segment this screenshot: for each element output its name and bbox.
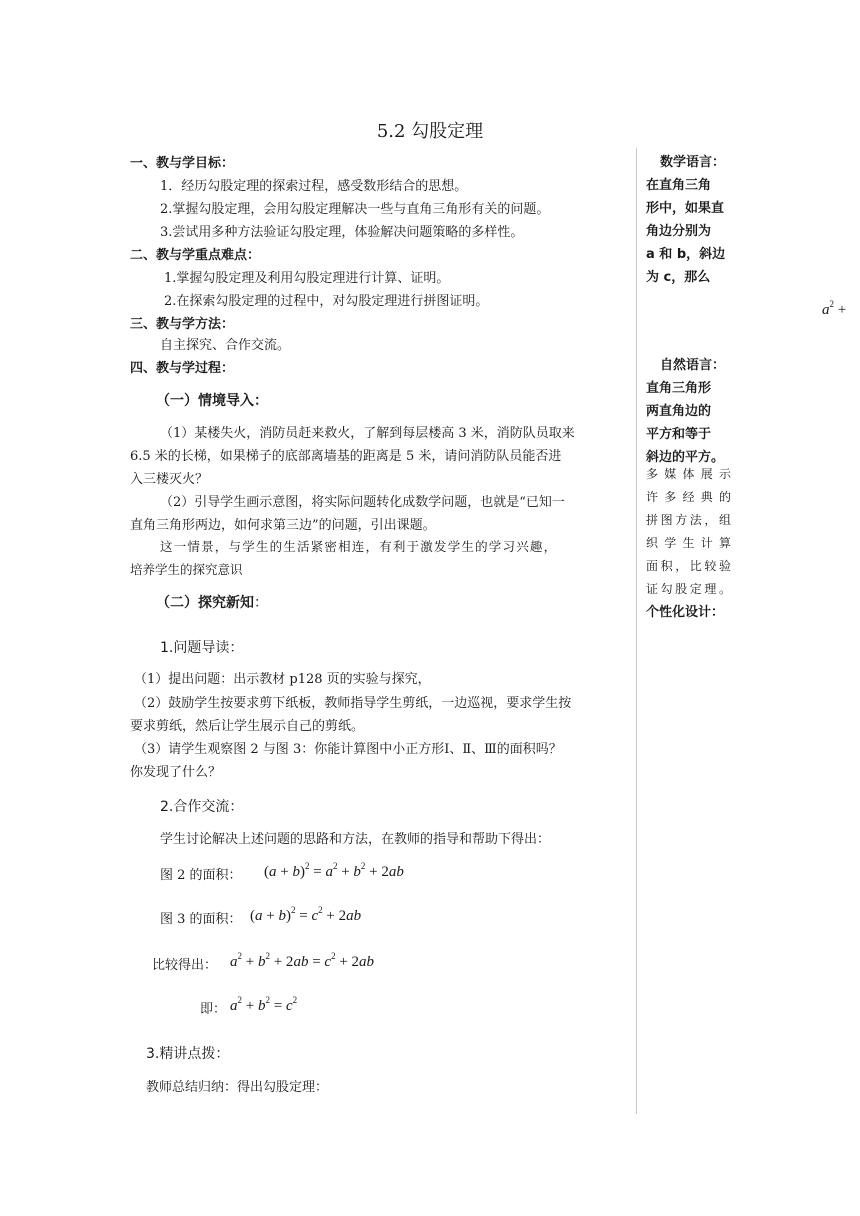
sidebar-line: 为 c，那么 bbox=[646, 270, 711, 285]
sub1-heading: 1.问题导读： bbox=[160, 640, 244, 656]
goal-item: 3.尝试用多种方法验证勾股定理，体验解决问题策略的多样性。 bbox=[160, 225, 524, 240]
sidebar-personal-design bbox=[646, 601, 734, 624]
part1-paragraph: 6.5 米的长梯，如果梯子的底部离墙基的距离是 5 米，请问消防队员能否进 bbox=[130, 449, 562, 464]
sidebar-line: 斜边的平方。 bbox=[646, 450, 725, 465]
fig2-label: 图 2 的面积： bbox=[160, 868, 242, 883]
sidebar-line: 证勾股定理。 bbox=[646, 582, 732, 596]
sub1-item: 你发现了什么？ bbox=[130, 765, 222, 780]
part1-note: 培养学生的探究意识 bbox=[130, 562, 243, 577]
sidebar-line: 许多经典的 bbox=[646, 490, 732, 504]
fig3-formula: $(a + b)^2 = c^2 + 2ab$ bbox=[250, 905, 362, 924]
page-title: 5.2 勾股定理 bbox=[376, 121, 484, 142]
sub2-heading: 2.合作交流： bbox=[160, 799, 244, 815]
keypoint-item: 2.在探索勾股定理的过程中，对勾股定理进行拼图证明。 bbox=[164, 294, 489, 309]
therefore-label: 即： bbox=[200, 1002, 227, 1017]
sidebar-line: 数学语言： bbox=[660, 155, 726, 170]
column-divider bbox=[636, 148, 637, 1114]
part1-paragraph: （1）某楼失火，消防员赶来救火，了解到每层楼高 3 米，消防队员取来 bbox=[160, 426, 575, 441]
compare-label: 比较得出： bbox=[152, 958, 218, 973]
sidebar-line: 在直角三角 bbox=[646, 178, 712, 193]
sidebar-line: 织学生计算 bbox=[646, 536, 732, 550]
methods-text: 自主探究、合作交流。 bbox=[160, 338, 291, 353]
methods-heading: 三、教与学方法： bbox=[130, 317, 235, 332]
sidebar-line: 拼图方法，组 bbox=[646, 513, 732, 527]
sub3-heading: 3.精讲点拨： bbox=[146, 1046, 230, 1062]
sidebar-line: 形中，如果直 bbox=[646, 201, 725, 216]
sidebar-line: 直角三角形 bbox=[646, 381, 712, 396]
part1-note: 这一情景，与学生的生活紧密相连，有利于激发学生的学习兴趣， bbox=[160, 539, 558, 554]
part2-colon: ： bbox=[254, 595, 268, 611]
sidebar-natural-language bbox=[646, 354, 734, 469]
sidebar-line: 两直角边的 bbox=[646, 404, 712, 419]
fig3-label: 图 3 的面积： bbox=[160, 912, 242, 927]
sidebar-line: 多媒体展示 bbox=[646, 467, 732, 481]
goal-item: 1．经历勾股定理的探索过程，感受数形结合的思想。 bbox=[160, 179, 468, 194]
fig2-formula: $(a + b)^2 = a^2 + b^2 + 2ab$ bbox=[264, 861, 404, 880]
goal-item: 2.掌握勾股定理，会用勾股定理解决一些与直角三角形有关的问题。 bbox=[160, 202, 550, 217]
sub1-item: （3）请学生观察图 2 与图 3：你能计算图中小正方形Ⅰ、Ⅱ、Ⅲ的面积吗？ bbox=[134, 742, 562, 757]
part1-paragraph: 直角三角形两边，如何求第三边”的问题，引出课题。 bbox=[130, 518, 436, 533]
part1-paragraph: （2）引导学生画示意图，将实际问题转化成数学问题，也就是“已知一 bbox=[160, 495, 565, 510]
sub1-item: （2）鼓励学生按要求剪下纸板，教师指导学生剪纸，一边巡视，要求学生按 bbox=[134, 696, 572, 711]
sidebar-line: 角边分别为 bbox=[646, 224, 712, 239]
sidebar-line: a 和 b，斜边 bbox=[646, 247, 726, 262]
sub1-item: （1）提出问题：出示教材 p128 页的实验与探究， bbox=[134, 672, 431, 687]
part1-paragraph: 入三楼灭火？ bbox=[130, 472, 209, 487]
keypoint-item: 1.掌握勾股定理及利用勾股定理进行计算、证明。 bbox=[164, 271, 450, 286]
sub2-text: 学生讨论解决上述问题的思路和方法，在教师的指导和帮助下得出： bbox=[160, 832, 551, 847]
overflow-formula: $a^2$ + bbox=[822, 299, 847, 318]
theorem-formula: $a^2 + b^2 = c^2$ bbox=[230, 995, 298, 1014]
sidebar-line: 平方和等于 bbox=[646, 427, 712, 442]
keypoints-heading: 二、教与学重点难点： bbox=[130, 248, 261, 263]
sidebar-math-language bbox=[646, 151, 734, 289]
sidebar-line: 面积，比较验 bbox=[646, 559, 732, 573]
part1-heading: （一）情境导入： bbox=[156, 393, 268, 409]
compare-formula: $a^2 + b^2 + 2ab = c^2 + 2ab$ bbox=[230, 951, 375, 970]
goals-heading: 一、教与学目标： bbox=[130, 156, 235, 171]
process-heading: 四、教与学过程： bbox=[130, 361, 235, 376]
sub3-text: 教师总结归纳：得出勾股定理： bbox=[146, 1080, 329, 1095]
part2-heading: （二）探究新知 bbox=[156, 595, 254, 611]
sidebar-line: 自然语言： bbox=[660, 358, 726, 373]
sidebar-multimedia bbox=[646, 463, 732, 601]
sidebar-line: 个性化设计： bbox=[646, 605, 725, 620]
sub1-item: 要求剪纸，然后让学生展示自己的剪纸。 bbox=[130, 719, 365, 734]
